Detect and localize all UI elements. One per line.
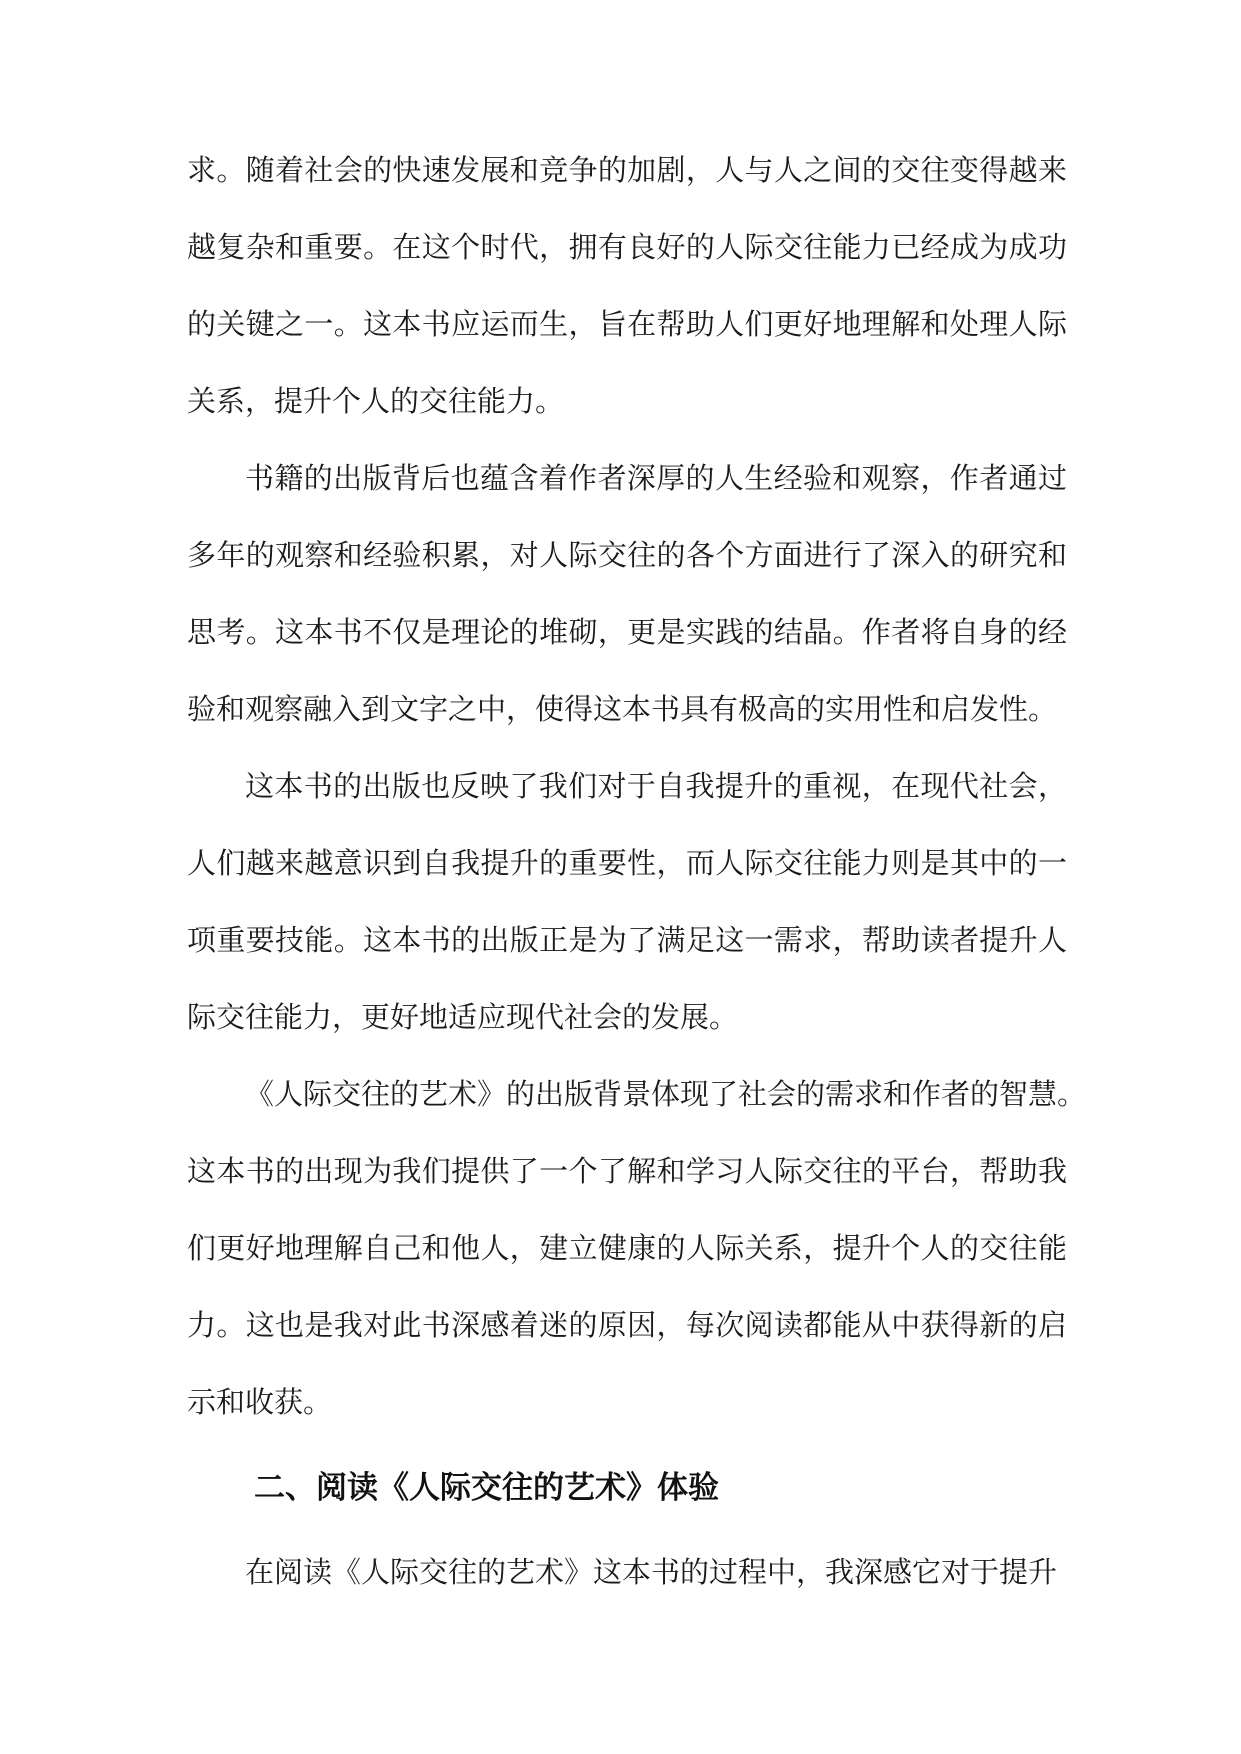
- paragraph-3-line-4: 际交往能力，更好地适应现代社会的发展。: [187, 1000, 739, 1034]
- paragraph-3-line-1: 这本书的出版也反映了我们对于自我提升的重视，在现代社会，: [245, 769, 1067, 803]
- paragraph-2-line-3: 思考。这本书不仅是理论的堆砌，更是实践的结晶。作者将自身的经: [187, 615, 1067, 649]
- paragraph-1-line-1: 求。随着社会的快速发展和竞争的加剧，人与人之间的交往变得越来: [187, 153, 1067, 187]
- paragraph-4-line-5: 示和收获。: [187, 1385, 333, 1419]
- section-heading: 二、阅读《人际交往的艺术》体验: [254, 1470, 719, 1506]
- paragraph-4-line-1: 《人际交往的艺术》的出版背景体现了社会的需求和作者的智慧。: [245, 1077, 1087, 1111]
- paragraph-2-line-4: 验和观察融入到文字之中，使得这本书具有极高的实用性和启发性。: [187, 692, 1058, 726]
- paragraph-4-line-4: 力。这也是我对此书深感着迷的原因，每次阅读都能从中获得新的启: [187, 1308, 1067, 1342]
- paragraph-4-line-2: 这本书的出现为我们提供了一个了解和学习人际交往的平台，帮助我: [187, 1154, 1067, 1188]
- paragraph-4-line-3: 们更好地理解自己和他人，建立健康的人际关系，提升个人的交往能: [187, 1231, 1067, 1265]
- final-paragraph-line-1: 在阅读《人际交往的艺术》这本书的过程中，我深感它对于提升: [245, 1555, 1058, 1589]
- paragraph-1-line-4: 关系，提升个人的交往能力。: [187, 384, 565, 418]
- paragraph-3-line-3: 项重要技能。这本书的出版正是为了满足这一需求，帮助读者提升人: [187, 923, 1067, 957]
- paragraph-1-line-2: 越复杂和重要。在这个时代，拥有良好的人际交往能力已经成为成功: [187, 230, 1067, 264]
- paragraph-2-line-1: 书籍的出版背后也蕴含着作者深厚的人生经验和观察，作者通过: [245, 461, 1067, 495]
- paragraph-1-line-3: 的关键之一。这本书应运而生，旨在帮助人们更好地理解和处理人际: [187, 307, 1067, 341]
- paragraph-3-line-2: 人们越来越意识到自我提升的重要性，而人际交往能力则是其中的一: [187, 846, 1067, 880]
- paragraph-2-line-2: 多年的观察和经验积累，对人际交往的各个方面进行了深入的研究和: [187, 538, 1067, 572]
